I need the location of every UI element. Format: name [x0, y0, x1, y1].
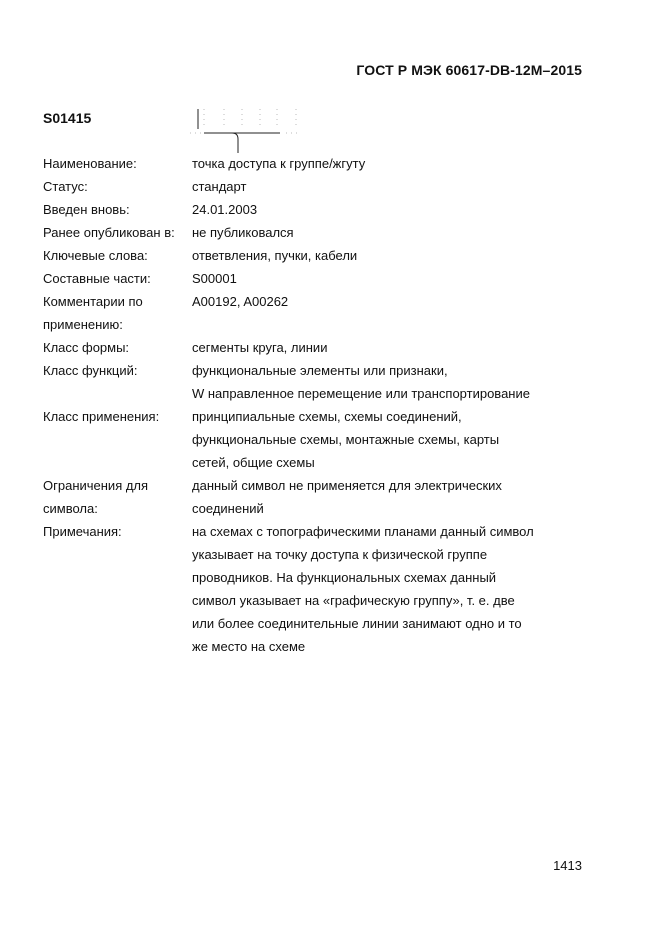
field-application-class	[43, 405, 583, 474]
label-components: Составные части:	[43, 271, 151, 286]
value-restrictions-2: соединений	[192, 501, 264, 516]
properties-list	[43, 152, 583, 658]
value-application-class-1: принципиальные схемы, схемы соединений,	[192, 409, 462, 424]
value-status: стандарт	[192, 179, 247, 194]
value-notes-1: на схемах с топографическими планами данный символ	[192, 524, 534, 539]
label-introduced: Введен вновь:	[43, 202, 130, 217]
label-keywords: Ключевые слова:	[43, 248, 148, 263]
field-components	[43, 267, 583, 290]
symbol-graphic	[190, 105, 310, 155]
label-form-class: Класс формы:	[43, 340, 130, 355]
value-application-class-2: функциональные схемы, монтажные схемы, карты	[192, 432, 500, 447]
value-previously-published: не публиковался	[192, 225, 294, 240]
value-application-comments: A00192, A00262	[192, 294, 289, 309]
value-name: точка доступа к группе/жгуту	[192, 156, 366, 171]
field-function-class	[43, 359, 583, 405]
field-name	[43, 152, 583, 175]
value-components: S00001	[192, 271, 237, 286]
value-keywords: ответвления, пучки, кабели	[192, 248, 358, 263]
field-previously-published	[43, 221, 583, 244]
field-notes	[43, 520, 583, 658]
label-status: Статус:	[43, 179, 88, 194]
value-application-class-3: сетей, общие схемы	[192, 455, 315, 470]
value-notes-5: или более соединительные линии занимают одно и то	[192, 616, 522, 631]
page-number: 1413	[553, 858, 582, 873]
value-notes-3: проводников. На функциональных схемах данный	[192, 570, 497, 585]
value-notes-6: же место на схеме	[192, 639, 306, 654]
label-function-class: Класс функций:	[43, 363, 138, 378]
value-introduced: 24.01.2003	[192, 202, 258, 217]
standard-header: ГОСТ Р МЭК 60617-DB-12M–2015	[356, 62, 582, 78]
label-previously-published: Ранее опубликован в:	[43, 225, 175, 240]
field-restrictions	[43, 474, 583, 520]
value-form-class: сегменты круга, линии	[192, 340, 328, 355]
value-function-class-2: W направленное перемещение или транспортирование	[192, 386, 530, 401]
field-status	[43, 175, 583, 198]
label-application-comments-1: Комментарии по	[43, 294, 143, 309]
label-notes: Примечания:	[43, 524, 122, 539]
field-form-class	[43, 336, 583, 359]
label-application-class: Класс применения:	[43, 409, 160, 424]
label-restrictions-1: Ограничения для	[43, 478, 149, 493]
label-restrictions-2: символа:	[43, 501, 98, 516]
value-notes-4: символ указывает на «графическую группу», т. е. две	[192, 593, 515, 608]
value-notes-2: указывает на точку доступа к физической группе	[192, 547, 488, 562]
field-introduced	[43, 198, 583, 221]
value-restrictions-1: данный символ не применяется для электрических	[192, 478, 502, 493]
label-application-comments-2: применению:	[43, 317, 123, 332]
label-name: Наименование:	[43, 156, 137, 171]
symbol-code: S01415	[43, 110, 92, 126]
field-keywords	[43, 244, 583, 267]
value-function-class-1: функциональные элементы или признаки,	[192, 363, 448, 378]
field-application-comments	[43, 290, 583, 336]
